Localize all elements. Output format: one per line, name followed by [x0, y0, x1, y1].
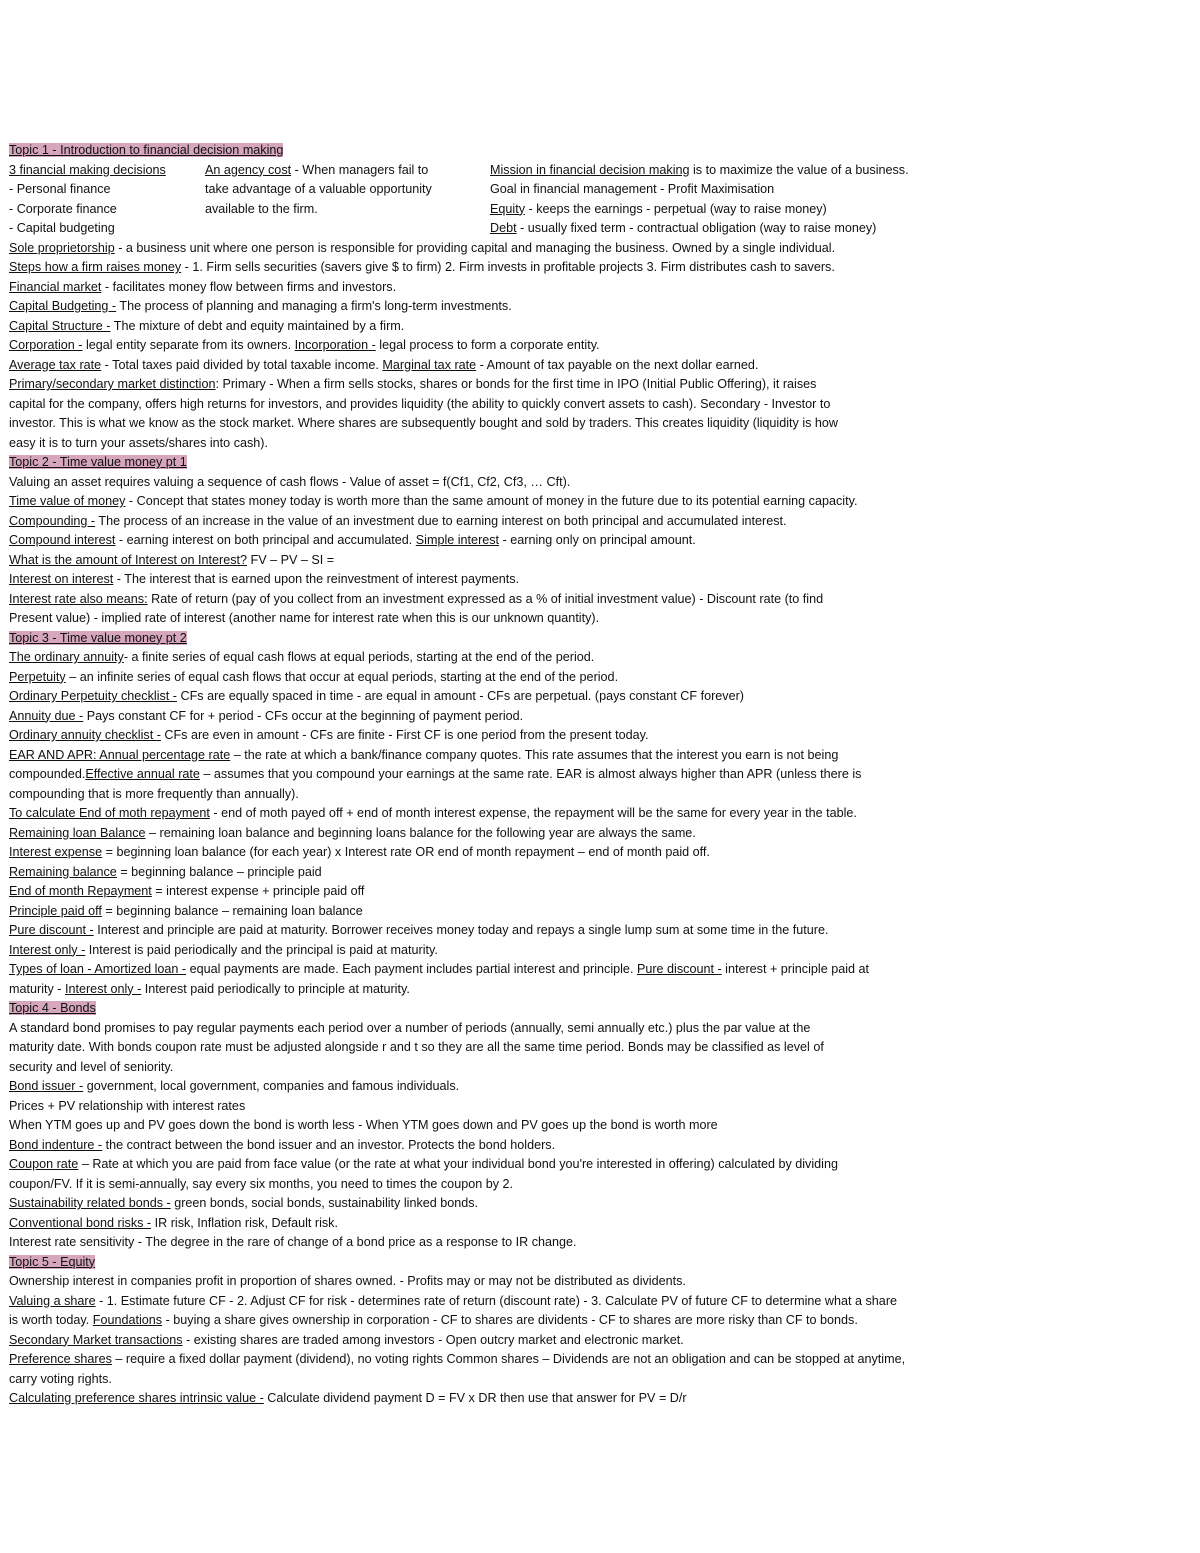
note-line: maturity date. With bonds coupon rate must be adjusted alongside r and t so they are all the same time period. Bonds may be classified as level of — [9, 1040, 824, 1054]
note-line — [9, 707, 1189, 727]
debt-term: Debt — [490, 221, 517, 235]
note-line — [9, 765, 1189, 785]
note-text: IR risk, Inflation risk, Default risk. — [151, 1215, 338, 1230]
term: Interest on interest — [9, 572, 114, 586]
term: Preference shares — [9, 1352, 112, 1366]
term: Principle paid off — [9, 903, 102, 918]
note-line — [9, 1077, 1189, 1097]
term: Compound interest — [9, 533, 116, 547]
note-text: - a finite series of equal cash flows at equal periods, starting at the end of the period. — [123, 650, 595, 664]
note-line — [9, 258, 1189, 278]
note-line — [9, 824, 1189, 844]
note-line — [9, 1136, 1189, 1156]
note-text: Pays constant CF for + period - CFs occur at the beginning of payment period. — [83, 708, 524, 723]
note-text: - existing shares are traded among investors - Open outcry market and electronic market. — [182, 1332, 684, 1347]
note-line — [9, 512, 1189, 532]
term: Capital Budgeting - — [9, 299, 117, 313]
note-text: - Concept that states money today is worth more than the same amount of money in the future due to its potential earning capacity. — [125, 494, 858, 508]
note-text: government, local government, companies and famous individuals. — [83, 1079, 460, 1093]
term: Remaining balance — [9, 864, 117, 879]
note-text: Rate of return (pay of you collect from an investment expressed as a % of initial investment value) - Discount rate (to find — [147, 591, 824, 606]
note-text: – assumes that you compound your earnings at the same rate. EAR is almost always higher than APR (unless there is — [199, 767, 862, 781]
topic-1-columns — [9, 161, 1189, 239]
note-text: compounded. — [9, 767, 86, 781]
mission-text: is to maximize the value of a business. — [689, 162, 909, 177]
equity-term: Equity — [490, 201, 526, 216]
note-text: CFs are even in amount - CFs are finite - First CF is one period from the present today. — [160, 728, 649, 742]
topic-1-heading: Topic 1 - Introduction to financial decision making — [9, 143, 284, 157]
note-line — [9, 1292, 1189, 1312]
note-text: = beginning loan balance (for each year) x Interest rate OR end of month repayment – end of month paid off. — [102, 845, 710, 859]
note-text: - earning interest on both principal and accumulated. — [115, 533, 416, 547]
topic-4-heading: Topic 4 - Bonds — [9, 1001, 96, 1015]
note-line — [9, 336, 1189, 356]
term: Perpetuity — [9, 669, 66, 684]
note-line — [9, 1350, 1189, 1370]
note-line — [9, 902, 1189, 922]
note-line — [9, 1155, 1189, 1175]
topic-3-heading: Topic 3 - Time value money pt 2 — [9, 630, 187, 645]
note-line: capital for the company, offers high returns for investors, and provides liquidity (the ability to quickly convert assets to cash). Secondary - Investor to — [9, 396, 831, 411]
note-line — [9, 317, 1189, 337]
agency-cost-text: take advantage of a valuable opportunity — [205, 182, 432, 196]
term: Steps how a firm raises money — [9, 260, 182, 274]
note-line — [9, 648, 1189, 668]
term: Marginal tax rate — [382, 357, 477, 372]
topic-2-heading: Topic 2 - Time value money pt 1 — [9, 455, 187, 469]
note-text: – require a fixed dollar payment (dividend), no voting rights Common shares – Dividends are not an obligation and can be stopped at anytime, — [111, 1352, 906, 1366]
term: Calculating preference shares intrinsic value - — [9, 1391, 264, 1405]
note-line — [9, 570, 1189, 590]
note-line — [9, 590, 1189, 610]
note-line — [9, 551, 1189, 571]
column-decisions — [9, 161, 205, 239]
note-line: compounding that is more frequently than annually). — [9, 786, 299, 801]
goal-text: Goal in financial management - Profit Maximisation — [490, 182, 775, 196]
term: Time value of money — [9, 494, 126, 508]
note-text: Interest is paid periodically and the principal is paid at maturity. — [85, 942, 438, 957]
note-line — [9, 843, 1189, 863]
note-line — [9, 1311, 1189, 1331]
term: Sustainability related bonds - — [9, 1196, 171, 1210]
note-line: carry voting rights. — [9, 1371, 112, 1386]
note-text: - Amount of tax payable on the next dollar earned. — [476, 357, 759, 372]
decision-item: - Capital budgeting — [9, 221, 115, 235]
term: Annuity due - — [9, 708, 84, 723]
note-text: the contract between the bond issuer and an investor. Protects the bond holders. — [102, 1137, 556, 1152]
term: Financial market — [9, 279, 102, 294]
note-text: interest + principle paid at — [721, 962, 870, 976]
note-text: The process of an increase in the value of an investment due to earning interest on both principal and accumulated interest. — [95, 513, 787, 528]
note-line — [9, 1389, 1189, 1409]
note-line — [9, 668, 1189, 688]
column-agency-cost — [205, 161, 490, 239]
note-text: - Total taxes paid divided by total taxable income. — [101, 357, 383, 372]
term: Interest only - — [64, 981, 142, 996]
note-text: = beginning balance – principle paid — [116, 864, 322, 879]
note-text: = interest expense + principle paid off — [151, 884, 365, 898]
agency-cost-text: available to the firm. — [205, 201, 318, 216]
term: EAR AND APR: Annual percentage rate — [9, 747, 231, 762]
term: Remaining loan Balance — [9, 825, 146, 840]
note-line — [9, 804, 1189, 824]
note-line — [9, 746, 1189, 766]
note-line — [9, 980, 1189, 1000]
note-line — [9, 960, 1189, 980]
note-line — [9, 1331, 1189, 1351]
note-line — [9, 882, 1189, 902]
note-line: coupon/FV. If it is semi-annually, say every six months, you need to times the coupon by 2. — [9, 1176, 514, 1191]
term: Interest only - — [9, 942, 86, 957]
note-line: investor. This is what we know as the stock market. Where shares are subsequently bought and sold by traders. This creates liquidity (liquidity is how — [9, 416, 839, 430]
note-text: equal payments are made. Each payment includes partial interest and principle. — [186, 962, 637, 976]
note-line — [9, 1194, 1189, 1214]
equity-text: - keeps the earnings - perpetual (way to raise money) — [525, 201, 827, 216]
note-text: legal process to form a corporate entity. — [375, 338, 600, 352]
note-line — [9, 239, 1189, 259]
term: Foundations — [92, 1313, 163, 1327]
term: Effective annual rate — [85, 767, 200, 781]
column-mission — [490, 161, 1189, 239]
term: Bond issuer - — [9, 1079, 84, 1093]
note-text: – the rate at which a bank/finance company quotes. This rate assumes that the interest you earn is not being — [230, 747, 839, 762]
term: Types of loan - Amortized loan - — [9, 962, 187, 976]
term: Ordinary Perpetuity checklist - — [9, 689, 177, 703]
term: To calculate End of moth repayment — [9, 806, 210, 820]
note-line — [9, 687, 1189, 707]
note-text: - buying a share gives ownership in corporation - CF to shares are dividents - CF to shares are more risky than CF to bonds. — [162, 1313, 858, 1327]
term: Compounding - — [9, 513, 96, 528]
note-text: – Rate at which you are paid from face value (or the rate at what your individual bond you're interested in offering) calculated by dividing — [78, 1157, 838, 1171]
topic-5-heading: Topic 5 - Equity — [9, 1254, 96, 1269]
note-text: maturity - — [9, 981, 65, 996]
note-text: Interest and principle are paid at maturity. Borrower receives money today and repays a single lump sum at some time in the future. — [93, 923, 829, 937]
term: Conventional bond risks - — [9, 1215, 152, 1230]
note-line: security and level of seniority. — [9, 1059, 174, 1074]
note-line — [9, 531, 1189, 551]
note-text: - earning only on principal amount. — [499, 533, 696, 547]
term: Coupon rate — [9, 1157, 79, 1171]
note-text: CFs are equally spaced in time - are equal in amount - CFs are perpetual. (pays constant CF forever) — [176, 689, 744, 703]
note-line: easy it is to turn your assets/shares into cash). — [9, 435, 268, 450]
term: Average tax rate — [9, 357, 102, 372]
note-line: Interest rate sensitivity - The degree in the rare of change of a bond price as a response to IR change. — [9, 1235, 577, 1249]
term: Secondary Market transactions — [9, 1332, 183, 1347]
note-line: Valuing an asset requires valuing a sequence of cash flows - Value of asset = f(Cf1, Cf2, Cf3, … Cft). — [9, 474, 571, 489]
note-text: - facilitates money flow between firms and investors. — [101, 279, 397, 294]
note-line — [9, 356, 1189, 376]
note-text: is worth today. — [9, 1313, 93, 1327]
note-line — [9, 278, 1189, 298]
note-line — [9, 1214, 1189, 1234]
term: Pure discount - — [636, 962, 722, 976]
note-text: - a business unit where one person is responsible for providing capital and managing the business. Owned by a single individual. — [114, 240, 836, 255]
note-line: When YTM goes up and PV goes down the bond is worth less - When YTM goes down and PV goes up the bond is worth more — [9, 1118, 718, 1132]
term: Capital Structure - — [9, 318, 111, 333]
decision-item: - Personal finance — [9, 182, 111, 196]
note-line: A standard bond promises to pay regular payments each period over a number of periods (annually, semi annually etc.) plus the par value at the — [9, 1020, 811, 1035]
decisions-heading: 3 financial making decisions — [9, 162, 166, 177]
agency-cost-term: An agency cost — [205, 162, 292, 177]
term: The ordinary annuity — [9, 650, 124, 664]
note-text: The mixture of debt and equity maintained by a firm. — [110, 318, 405, 333]
note-text: Interest paid periodically to principle at maturity. — [141, 981, 410, 996]
mission-term: Mission in financial decision making — [490, 162, 690, 177]
term: End of month Repayment — [9, 884, 152, 898]
note-text: legal entity separate from its owners. — [82, 338, 295, 352]
note-text: green bonds, social bonds, sustainability linked bonds. — [170, 1196, 479, 1210]
note-line — [9, 375, 1189, 395]
note-text: - The interest that is earned upon the reinvestment of interest payments. — [113, 572, 520, 586]
note-text: – remaining loan balance and beginning loans balance for the following year are always the same. — [145, 825, 696, 840]
note-text: – an infinite series of equal cash flows that occur at equal periods, starting at the end of the period. — [65, 669, 619, 684]
term: Bond indenture - — [9, 1137, 103, 1152]
note-text: - end of moth payed off + end of month interest expense, the repayment will be the same for every year in the table. — [209, 806, 857, 820]
note-text: - 1. Firm sells securities (savers give $ to firm) 2. Firm invests in profitable projects 3. Firm distributes cash to savers. — [181, 260, 835, 274]
note-line — [9, 492, 1189, 512]
note-text: FV – PV – SI = — [247, 552, 335, 567]
decision-item: - Corporate finance — [9, 201, 117, 216]
note-line: Present value) - implied rate of interest (another name for interest rate when this is our unknown quantity). — [9, 611, 600, 625]
note-line: Prices + PV relationship with interest rates — [9, 1098, 246, 1113]
term: Interest rate also means: — [9, 591, 148, 606]
term: Simple interest — [415, 533, 500, 547]
note-text: Calculate dividend payment D = FV x DR then use that answer for PV = D/r — [263, 1391, 687, 1405]
note-line — [9, 921, 1189, 941]
term: Incorporation - — [294, 338, 376, 352]
note-text: = beginning balance – remaining loan balance — [101, 903, 363, 918]
agency-cost-text: - When managers fail to — [291, 162, 429, 177]
notes-page — [9, 141, 1189, 1409]
note-text: The process of planning and managing a firm's long-term investments. — [116, 299, 512, 313]
term: Pure discount - — [9, 923, 94, 937]
debt-text: - usually fixed term - contractual obligation (way to raise money) — [516, 221, 877, 235]
term: What is the amount of Interest on Interest? — [9, 552, 248, 567]
note-line: Ownership interest in companies profit in proportion of shares owned. - Profits may or may not be distributed as dividents. — [9, 1274, 686, 1288]
term: Ordinary annuity checklist - — [9, 728, 161, 742]
term: Primary/secondary market distinction — [9, 377, 216, 391]
term: Interest expense — [9, 845, 103, 859]
note-line — [9, 863, 1189, 883]
term: Valuing a share — [9, 1293, 96, 1308]
note-line — [9, 297, 1189, 317]
note-text: - 1. Estimate future CF - 2. Adjust CF for risk - determines rate of return (discount rate) - 3. Calculate PV of future CF to determine what a share — [95, 1293, 898, 1308]
note-line — [9, 726, 1189, 746]
note-line — [9, 941, 1189, 961]
term: Sole proprietorship — [9, 240, 115, 255]
term: Corporation - — [9, 338, 83, 352]
note-text: : Primary - When a firm sells stocks, shares or bonds for the first time in IPO (Initial Public Offering), it raises — [215, 377, 817, 391]
